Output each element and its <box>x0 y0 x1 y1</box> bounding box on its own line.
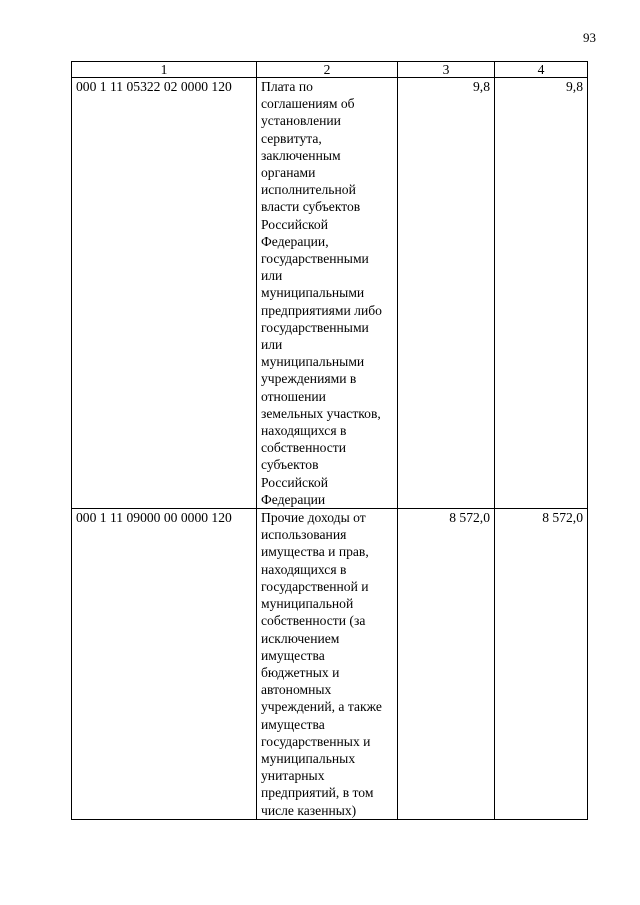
description-line: унитарных <box>261 768 325 784</box>
description-line: муниципальной <box>261 596 354 612</box>
description-line: Российской <box>261 216 328 232</box>
row-value-col-3: 9,8 <box>398 78 495 509</box>
row-code-cell: 000 1 11 09000 00 0000 120 <box>72 509 257 820</box>
description-line: автономных <box>261 682 332 698</box>
description-line: имущества <box>261 716 325 732</box>
description-line: сервитута, <box>261 130 322 146</box>
description-line: собственности <box>261 440 347 456</box>
description-line: государственными <box>261 319 369 335</box>
header-col-1: 1 <box>72 62 257 78</box>
description-line: учреждений, а также <box>261 699 382 715</box>
description-line: государственной и <box>261 578 369 594</box>
row-description-cell <box>257 509 398 820</box>
page-number: 93 <box>583 30 596 45</box>
row-code-cell: 000 1 11 05322 02 0000 120 <box>72 78 257 509</box>
description-line: Прочие доходы от <box>261 510 366 526</box>
row-value-col-4: 9,8 <box>495 78 588 509</box>
header-col-4: 4 <box>495 62 588 78</box>
description-line: муниципальными <box>261 285 365 301</box>
row-description-cell <box>257 78 398 509</box>
description-line: государственных и <box>261 733 371 749</box>
description-line: использования <box>261 527 347 543</box>
description-line: власти субъектов <box>261 199 361 215</box>
table-body <box>72 78 588 820</box>
description-line: субъектов <box>261 457 319 473</box>
description-line: или <box>261 268 283 284</box>
description-line: Российской <box>261 474 328 490</box>
description-line: имущества <box>261 647 325 663</box>
revenue-table <box>71 61 588 820</box>
description-line: предприятиями либо <box>261 302 382 318</box>
description-line: исполнительной <box>261 182 356 198</box>
table-header-row <box>72 62 588 78</box>
header-col-2: 2 <box>257 62 398 78</box>
description-line: бюджетных и <box>261 664 340 680</box>
row-value-col-4: 8 572,0 <box>495 509 588 820</box>
description-line: имущества и прав, <box>261 544 369 560</box>
description-line: Федерации, <box>261 233 329 249</box>
description-line: собственности (за <box>261 613 366 629</box>
description-line: Плата по <box>261 79 313 94</box>
description-line: или <box>261 337 283 353</box>
description-line: соглашениям об <box>261 96 355 112</box>
description-line: числе казенных) <box>261 802 357 818</box>
description-line: Федерации <box>261 491 326 507</box>
description-line: муниципальными <box>261 354 365 370</box>
description-line: находящихся в <box>261 561 347 577</box>
table-row <box>72 509 588 820</box>
description-line: земельных участков, <box>261 405 381 421</box>
row-value-col-3: 8 572,0 <box>398 509 495 820</box>
description-line: исключением <box>261 630 340 646</box>
description-line: установлении <box>261 113 341 129</box>
header-col-3: 3 <box>398 62 495 78</box>
table-row <box>72 78 588 509</box>
description-line: муниципальных <box>261 750 356 766</box>
description-line: органами <box>261 165 316 181</box>
description-line: находящихся в <box>261 423 347 439</box>
description-line: государственными <box>261 251 369 267</box>
description-line: учреждениями в <box>261 371 357 387</box>
description-line: отношении <box>261 388 326 404</box>
description-line: предприятий, в том <box>261 785 374 801</box>
description-line: заключенным <box>261 147 341 163</box>
